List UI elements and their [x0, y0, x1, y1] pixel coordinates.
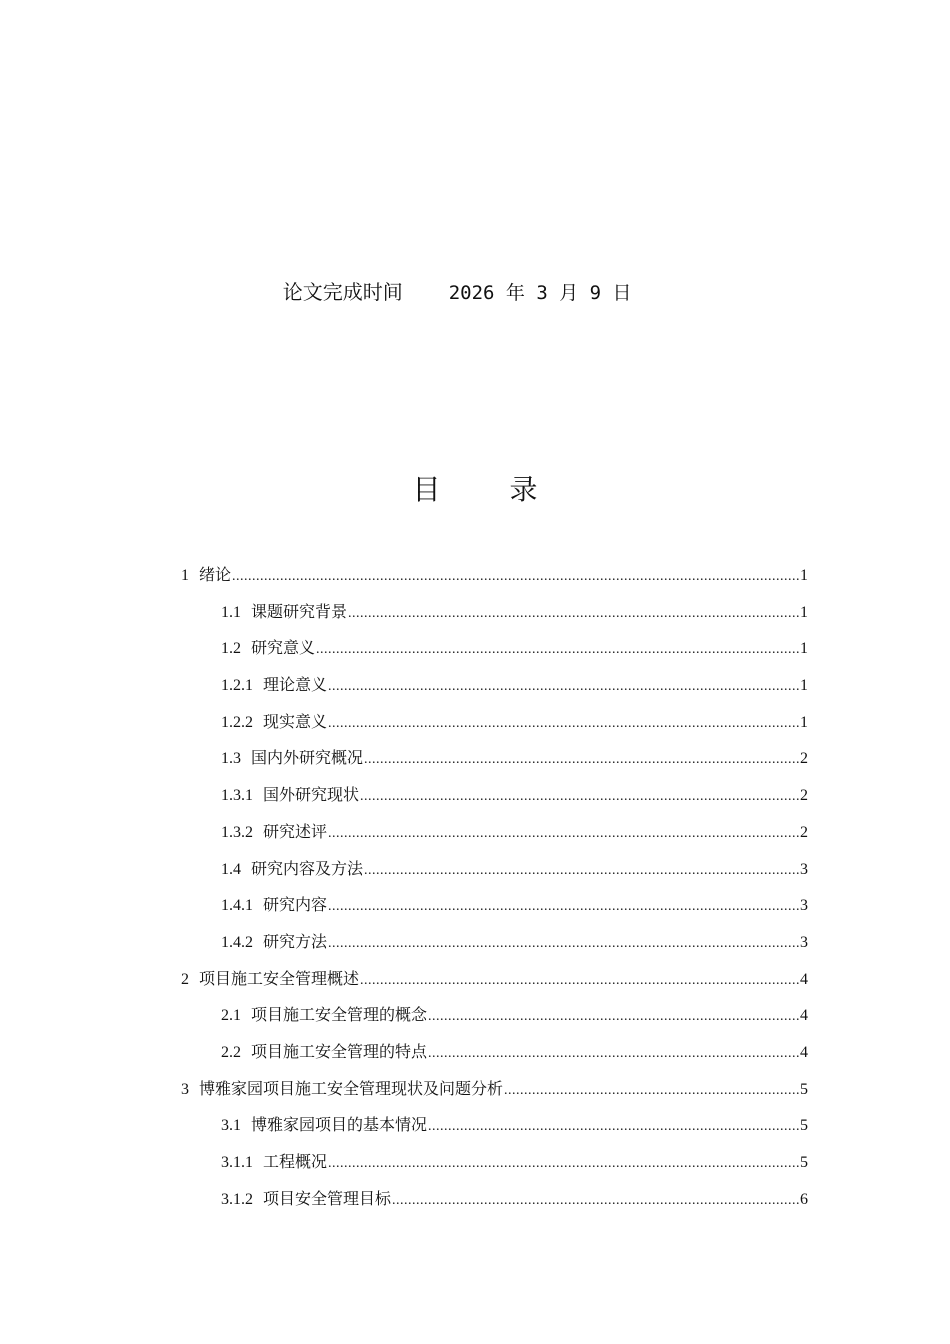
toc-entry-page: 3	[800, 897, 808, 915]
toc-entry-number: 2	[181, 970, 189, 988]
toc-leader-dots	[428, 1119, 799, 1135]
toc-leader-dots	[328, 679, 799, 695]
toc-entry-page: 1	[800, 640, 808, 658]
toc-leader-dots	[328, 716, 799, 732]
toc-leader-dots	[328, 1156, 799, 1172]
toc-leader-dots	[232, 569, 799, 585]
toc-entry-title: 课题研究背景	[251, 601, 348, 621]
table-of-contents	[181, 562, 808, 1222]
toc-entry[interactable]	[181, 819, 808, 856]
toc-leader-dots	[328, 826, 799, 842]
completion-date: 2026 年 3 月 9 日	[448, 282, 632, 304]
toc-entry-number: 1.4	[221, 860, 241, 878]
toc-entry-number: 1	[181, 567, 189, 584]
toc-entry-title: 工程概况	[263, 1152, 328, 1171]
toc-leader-dots	[428, 1009, 799, 1025]
toc-entry-title: 项目施工安全管理的概念	[251, 1005, 428, 1025]
toc-entry-title: 研究内容及方法	[251, 858, 364, 878]
toc-leader-dots	[428, 1046, 799, 1062]
toc-entry-page: 5	[800, 1154, 808, 1171]
toc-leader-dots	[328, 899, 799, 915]
toc-entry-page: 1	[800, 603, 808, 621]
toc-entry-page: 1	[800, 567, 808, 584]
toc-entry-number: 1.3.2	[221, 823, 253, 841]
toc-entry-page: 3	[800, 933, 808, 951]
toc-entry[interactable]	[181, 1149, 808, 1186]
toc-entry[interactable]	[181, 1076, 808, 1113]
toc-entry[interactable]	[181, 1186, 808, 1223]
toc-entry-title: 研究述评	[263, 821, 328, 841]
toc-leader-dots	[316, 642, 799, 658]
toc-entry[interactable]	[181, 892, 808, 929]
toc-leader-dots	[360, 973, 799, 989]
toc-entry-number: 3.1.2	[221, 1190, 253, 1208]
toc-entry-number: 1.1	[221, 603, 241, 621]
toc-entry-number: 2.2	[221, 1043, 241, 1061]
toc-entry-number: 3.1.1	[221, 1154, 253, 1171]
toc-entry-title: 博雅家园项目的基本情况	[251, 1115, 428, 1135]
toc-leader-dots	[360, 789, 799, 805]
toc-entry-page: 1	[800, 677, 808, 695]
toc-entry[interactable]	[181, 745, 808, 782]
toc-entry[interactable]	[181, 599, 808, 636]
toc-entry-title: 研究内容	[263, 895, 328, 915]
toc-title: 目 录	[412, 473, 568, 506]
toc-leader-dots	[364, 752, 799, 768]
toc-entry-title: 项目施工安全管理的特点	[251, 1041, 428, 1061]
toc-entry-number: 1.2.2	[221, 713, 253, 731]
toc-entry-page: 2	[800, 823, 808, 841]
toc-leader-dots	[392, 1193, 799, 1209]
toc-entry-page: 2	[800, 787, 808, 805]
toc-entry-page: 4	[800, 970, 808, 988]
toc-entry-title: 项目安全管理目标	[263, 1188, 392, 1208]
toc-entry-number: 1.2.1	[221, 677, 253, 695]
toc-entry[interactable]	[181, 1112, 808, 1149]
completion-time-line	[270, 252, 632, 305]
toc-entry-page: 5	[800, 1117, 808, 1135]
toc-entry-title: 研究方法	[263, 931, 328, 951]
toc-entry[interactable]	[181, 672, 808, 709]
toc-leader-dots	[328, 936, 799, 952]
toc-entry-title: 理论意义	[263, 675, 328, 695]
toc-leader-dots	[364, 863, 799, 879]
toc-entry-title: 国外研究现状	[263, 785, 360, 805]
toc-leader-dots	[504, 1083, 799, 1099]
toc-entry[interactable]	[181, 709, 808, 746]
toc-entry-number: 1.3	[221, 750, 241, 768]
toc-entry-number: 1.3.1	[221, 787, 253, 805]
toc-entry[interactable]	[181, 562, 808, 599]
toc-entry-page: 2	[800, 750, 808, 768]
toc-entry[interactable]	[181, 1002, 808, 1039]
toc-entry-title: 国内外研究概况	[251, 748, 364, 768]
toc-entry[interactable]	[181, 856, 808, 893]
toc-entry-number: 1.4.1	[221, 897, 253, 915]
toc-entry-title: 绪论	[199, 565, 232, 584]
toc-entry-page: 4	[800, 1007, 808, 1025]
toc-entry-title: 项目施工安全管理概述	[199, 968, 360, 988]
toc-entry[interactable]	[181, 635, 808, 672]
toc-entry-number: 3.1	[221, 1117, 241, 1135]
toc-entry-title: 现实意义	[263, 711, 328, 731]
toc-entry-number: 2.1	[221, 1007, 241, 1025]
toc-entry-number: 1.2	[221, 640, 241, 658]
toc-entry-title: 博雅家园项目施工安全管理现状及问题分析	[199, 1078, 504, 1098]
completion-time-label: 论文完成时间	[282, 280, 403, 304]
toc-entry-page: 4	[800, 1043, 808, 1061]
toc-entry[interactable]	[181, 1039, 808, 1076]
toc-entry-page: 5	[800, 1080, 808, 1098]
toc-entry-page: 1	[800, 713, 808, 731]
toc-entry[interactable]	[181, 966, 808, 1003]
toc-entry[interactable]	[181, 782, 808, 819]
toc-entry-page: 3	[800, 860, 808, 878]
toc-entry-title: 研究意义	[251, 638, 316, 658]
toc-entry-page: 6	[800, 1190, 808, 1208]
toc-entry[interactable]	[181, 929, 808, 966]
toc-entry-number: 3	[181, 1080, 189, 1098]
toc-leader-dots	[348, 606, 799, 622]
toc-entry-number: 1.4.2	[221, 933, 253, 951]
